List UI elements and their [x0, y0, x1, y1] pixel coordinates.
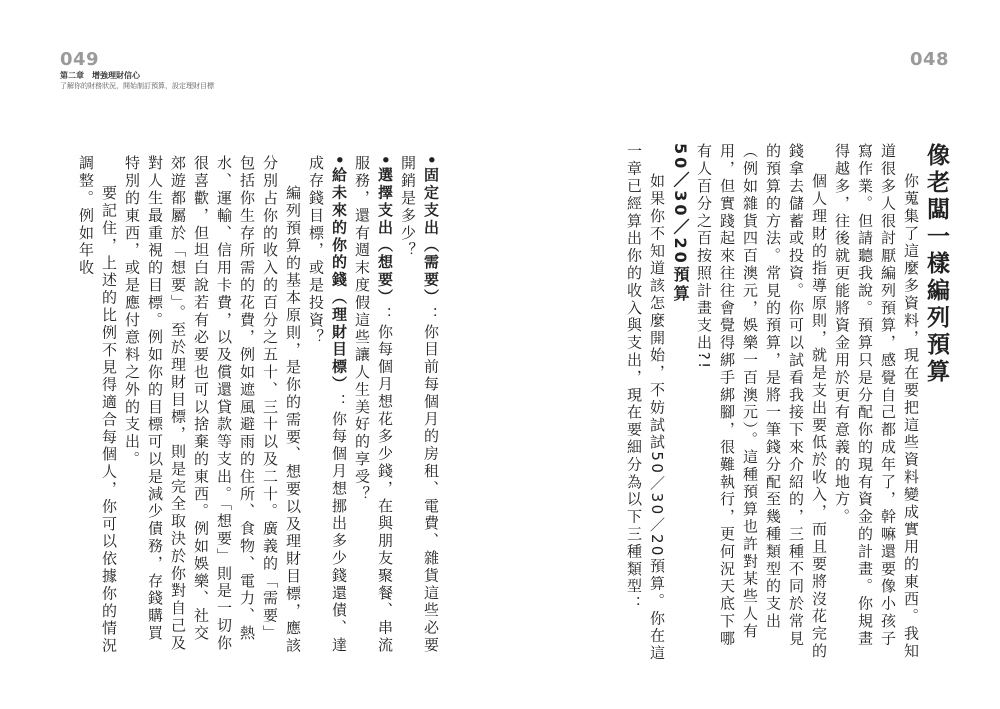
section-title: 像老闆一樣編列預算	[923, 143, 949, 386]
bullet-text: ：你目前每個月的房租、電費、雜貨這些必要開銷是多少？	[399, 155, 440, 655]
page-number-left: 049	[60, 49, 100, 70]
body-paragraph: 編列預算的基本原則，是你的需要、想要以及理財目標，應該分別占你的收入的百分之五十、三十以及二十。廣義的「需要」包括你生存所需的花費，例如遮風避雨的住所、食物、電力、熱水、運輸、信用卡費，以及償還貸款等支出。「想要」則是一切你很喜歡，但坦白說若有必要也可以捨棄的東西。例如娛樂、社交郊遊都屬於「想要」。至於理財目標，則是完全取決於你對自己及對人生最重視的目標。例如你的目標可以是減少債務，存錢購買特別的東西，或是應付意料之外的支出。	[123, 155, 302, 655]
bullet-item-future-money	[304, 155, 350, 655]
bullet-dot-icon: •	[376, 155, 394, 167]
body-paragraph: 如果你不知道該怎麼開始，不妨試試50／30／20預算。你在這一章已經算出你的收入與支出，現在要細分為以下三種類型：	[625, 143, 666, 663]
body-paragraph: 你蒐集了這麼多資料，現在要把這些資料變成實用的東西。我知道很多人很討厭編列預算，感覺自己都成年了，幹嘛還要像小孩子寫作業。但請聽我說。預算只是分配你的現有資金的計畫。你規畫得越多，往後就更能將資金用於更有意義的地方。	[833, 143, 920, 661]
right-page	[500, 0, 1000, 709]
sub-heading: 50／30／20預算	[671, 143, 690, 304]
page-number-right: 048	[910, 49, 950, 70]
bullet-dot-icon: •	[422, 155, 440, 167]
running-head	[60, 71, 214, 91]
bullet-term: 固定支出（需要）	[422, 167, 440, 307]
bullet-item-fixed-expenses	[396, 155, 442, 655]
left-body-text	[74, 155, 442, 655]
right-body-text	[622, 143, 950, 663]
bullet-term: 給未來的你的錢（理財目標）	[330, 167, 348, 394]
body-paragraph: 要記住，上述的比例不見得適合每個人，你可以依據你的情況調整。例如年收	[77, 155, 118, 655]
bullet-item-optional-expenses	[350, 155, 396, 655]
bullet-text: ：你每個月想花多少錢，在與朋友聚餐、串流服務，還有週末度假這些讓人生美好的享受？	[353, 155, 394, 655]
bullet-text: ：你每個月想挪出多少錢還債、達成存錢目標，或是投資？	[307, 155, 348, 655]
chapter-subtitle: 了解你的財務狀況，開始制訂預算，設定理財目標	[60, 82, 214, 90]
bullet-term: 選擇支出（想要）	[376, 167, 394, 307]
body-paragraph: 個人理財的指導原則，就是支出要低於收入，而且要將沒花完的錢拿去儲蓄或投資。你可以試看我接下來介紹的，三種不同於常見的預算的方法。常見的預算，是將一筆錢分配至幾種類型的支出（例如雜貨四百澳元，娛樂一百澳元）。這種預算也許對某些人有用，但實踐起來往往會覺得綁手綁腳，很難執行，更何況天底下哪有人百分之百按照計畫支出?!	[695, 143, 828, 661]
chapter-label: 第二章 增強理財信心	[60, 71, 140, 80]
bullet-dot-icon: •	[330, 155, 348, 167]
